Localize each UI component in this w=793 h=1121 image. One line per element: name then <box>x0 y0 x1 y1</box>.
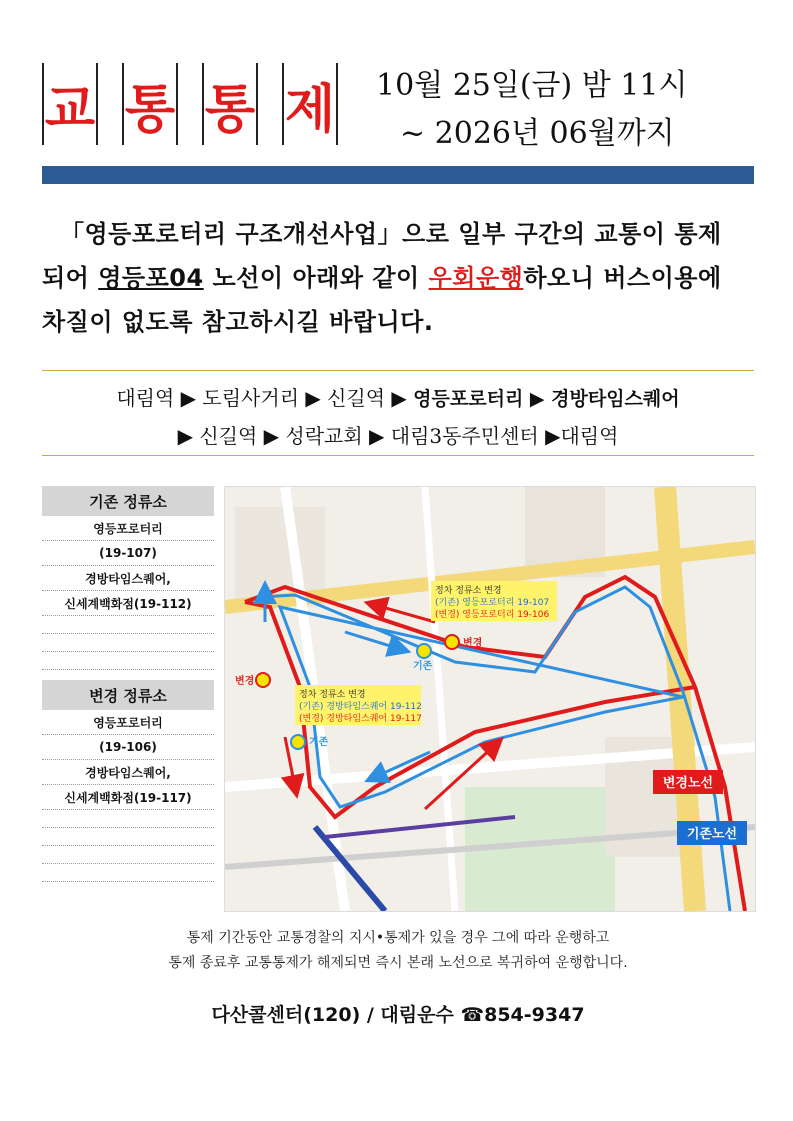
route-number: 영등포04 <box>98 264 204 292</box>
existing-stops-table <box>42 486 214 688</box>
route-map-svg <box>225 487 755 911</box>
notice-text-1: 「영등포로터리 구조개선사업」으로 일부 구간의 교통이 통제 <box>60 220 722 248</box>
callout-new: (변경) 경방타임스퀘어 19-117 <box>299 714 422 724</box>
changed-stops-table <box>42 680 214 882</box>
changed-stops-header: 변경 정류소 <box>42 680 214 710</box>
route-row-1 <box>42 382 754 411</box>
contact-info: 다산콜센터(120) / 대림운수 ☎854-9347 <box>211 1004 585 1026</box>
changed-stop-marker <box>445 635 459 649</box>
changed-stop-row: 신세계백화점(19-117) <box>42 785 214 810</box>
footer-line-2: 통제 종료후 교통통제가 해제되면 즉시 본래 노선으로 복귀하여 운행합니다. <box>168 955 628 971</box>
existing-stop-marker <box>291 735 305 749</box>
notice-text-2a: 되어 <box>42 264 99 292</box>
marker-label-existing: 기존 <box>413 661 433 672</box>
callout-new: (변경) 영등포로터리 19-106 <box>435 610 550 620</box>
legend-existing: 기존노선 <box>686 827 738 842</box>
changed-stop-row: 경방타임스퀘어, <box>42 760 214 785</box>
route-row-1-plain: 대림역 ▶ 도림사거리 ▶ 신길역 ▶ <box>116 386 414 410</box>
route-row-2: ▶ 신길역 ▶ 성락교회 ▶ 대림3동주민센터 ▶대림역 <box>177 424 619 448</box>
title-char-4: 제 <box>282 63 338 145</box>
existing-stops-header: 기존 정류소 <box>42 486 214 516</box>
callout-title: 정차 정류소 변경 <box>299 690 366 700</box>
legend-changed: 변경노선 <box>662 776 714 791</box>
detour-text: 우회운행 <box>428 264 524 292</box>
notice-text-3: 차질이 없도록 참고하시길 바랍니다. <box>42 308 434 336</box>
notice-line-3 <box>42 302 754 337</box>
notice-line-2 <box>42 258 754 293</box>
notice-line-1 <box>42 214 754 249</box>
changed-stop-row: (19-106) <box>42 735 214 760</box>
header-divider <box>42 166 754 184</box>
callout-title: 정차 정류소 변경 <box>435 586 502 596</box>
route-row-1-bold: 영등포로터리 ▶ 경방타임스퀘어 <box>413 388 680 410</box>
existing-stop-row: 영등포로터리 <box>42 516 214 541</box>
existing-stop-marker <box>417 644 431 658</box>
marker-label-changed: 변경 <box>463 638 483 649</box>
changed-stop-row: 영등포로터리 <box>42 710 214 735</box>
marker-label-existing: 기존 <box>309 737 329 748</box>
empty-row <box>42 652 214 670</box>
empty-row <box>42 810 214 828</box>
callout-old: (기존) 영등포로터리 19-107 <box>435 598 550 608</box>
callout-old: (기존) 경방타임스퀘어 19-112 <box>299 702 422 712</box>
changed-stop-marker <box>256 673 270 687</box>
route-bottom-divider <box>42 455 754 456</box>
title-char-3: 통 <box>202 63 258 145</box>
period-line-1: 10월 25일(금) 밤 11시 <box>376 68 688 103</box>
notice-text-2b: 노선이 아래와 같이 <box>203 264 429 292</box>
empty-row <box>42 634 214 652</box>
empty-row <box>42 828 214 846</box>
title-char-1: 교 <box>42 63 98 145</box>
period-line-2: ~ 2026년 06월까지 <box>400 116 675 151</box>
existing-stop-row: 경방타임스퀘어, <box>42 566 214 591</box>
route-top-divider <box>42 370 754 371</box>
footer-line-1: 통제 기간동안 교통경찰의 지시•통제가 있을 경우 그에 따라 운행하고 <box>186 930 610 946</box>
marker-label-changed: 변경 <box>235 676 255 687</box>
notice-text-2c: 하오니 버스이용에 <box>523 264 722 292</box>
existing-stop-row: 신세계백화점(19-112) <box>42 591 214 616</box>
route-map <box>224 486 756 912</box>
title-char-2: 통 <box>122 63 178 145</box>
empty-row <box>42 846 214 864</box>
empty-row <box>42 864 214 882</box>
existing-stop-row: (19-107) <box>42 541 214 566</box>
empty-row <box>42 616 214 634</box>
